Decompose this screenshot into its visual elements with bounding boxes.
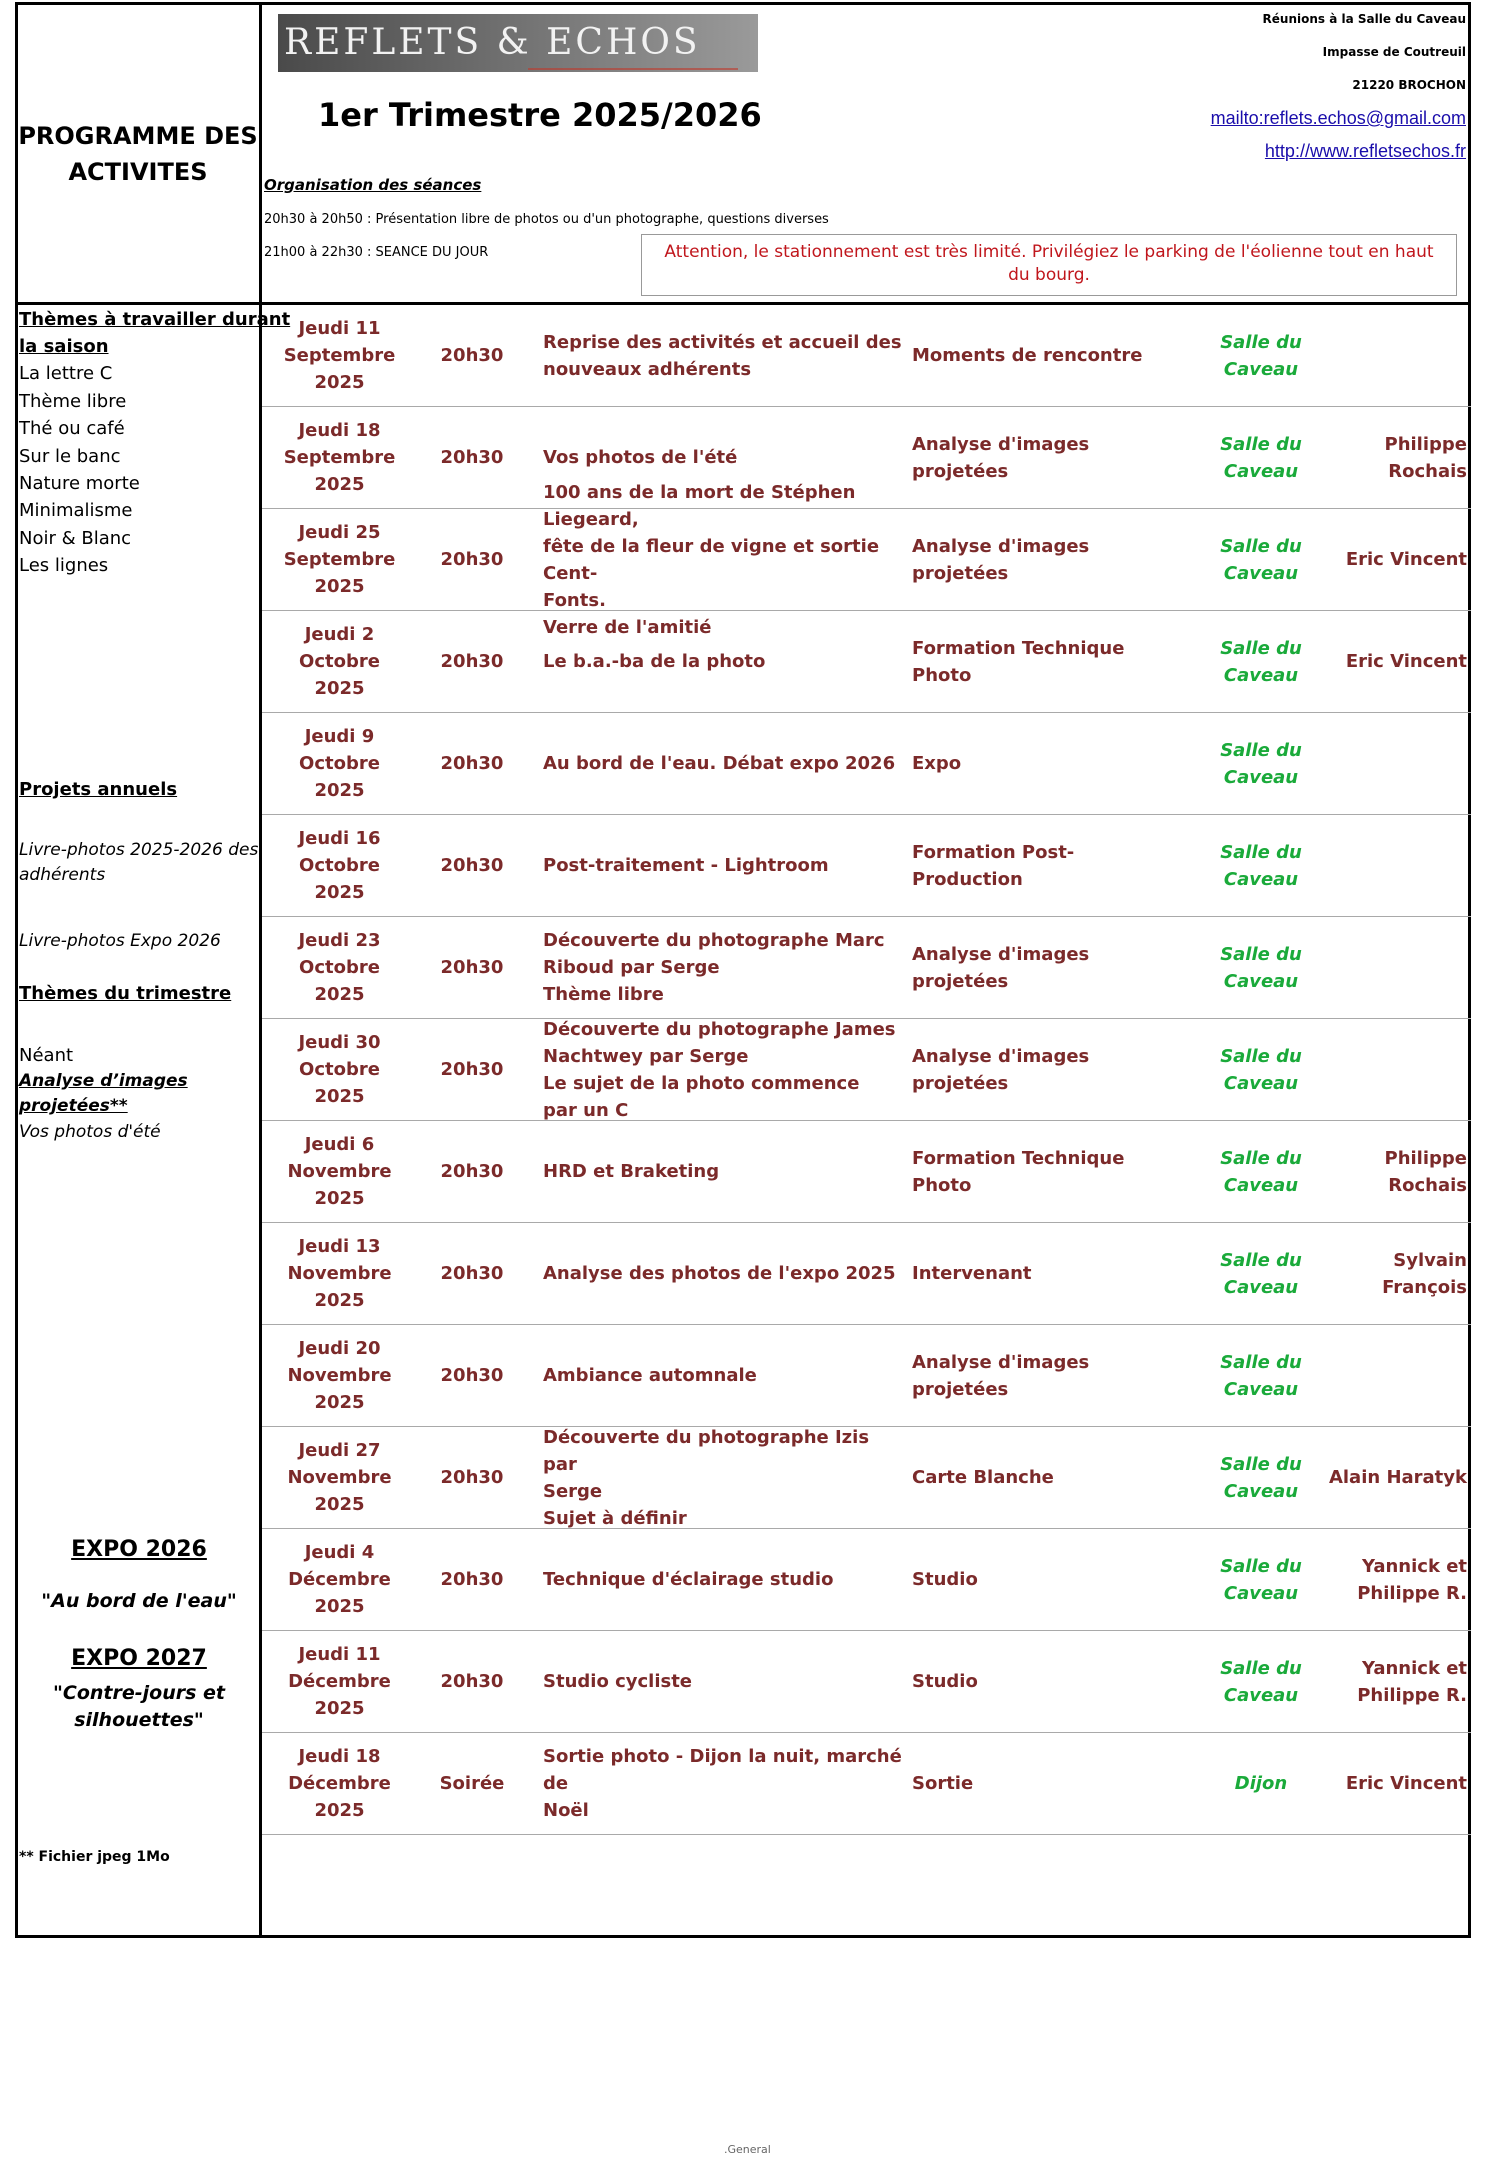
theme-item: Thème libre — [19, 391, 127, 412]
event-subject — [543, 1733, 903, 1834]
analyse-line-2: projetées** — [19, 1096, 128, 1116]
event-type — [912, 1529, 1182, 1630]
event-type-text: Analyse d'images projetées — [912, 535, 1090, 584]
address-line-2: Impasse de Coutreuil — [1322, 45, 1466, 59]
event-speaker-text: Philippe Rochais — [1384, 433, 1467, 482]
event-date — [262, 1121, 417, 1222]
email-link[interactable]: mailto:reflets.echos@gmail.com — [1210, 108, 1466, 128]
event-date-text: Jeudi 30 Octobre 2025 — [298, 1032, 381, 1107]
programme-title: PROGRAMME DES ACTIVITES — [18, 122, 258, 186]
event-speaker — [1312, 1631, 1467, 1732]
event-date — [262, 1529, 417, 1630]
event-time — [432, 611, 512, 712]
event-row — [262, 611, 1471, 713]
logo — [278, 14, 758, 72]
event-speaker-text: Sylvain François — [1382, 1249, 1467, 1298]
event-subject-text: Technique d'éclairage studio — [543, 1569, 834, 1590]
vos-photos: Vos photos d'été — [19, 1122, 161, 1142]
event-time-text: 20h30 — [440, 1161, 504, 1182]
event-row — [262, 1019, 1471, 1121]
event-speaker — [1312, 1223, 1467, 1324]
event-speaker — [1312, 815, 1467, 916]
event-time-text: 20h30 — [440, 1467, 504, 1488]
address-line-1: Réunions à la Salle du Caveau — [1262, 12, 1466, 26]
event-time-text: 20h30 — [440, 651, 504, 672]
event-speaker — [1312, 713, 1467, 814]
expo-2026-subtitle: "Au bord de l'eau" — [41, 1590, 237, 1612]
event-speaker-text: Eric Vincent — [1345, 549, 1467, 570]
event-subject-text: Studio cycliste — [543, 1671, 693, 1692]
event-subject-text: Post-traitement - Lightroom — [543, 855, 829, 876]
event-subject — [543, 1325, 903, 1426]
event-time — [432, 1223, 512, 1324]
event-subject — [543, 917, 903, 1018]
event-location-text: Dijon — [1234, 1773, 1288, 1794]
event-speaker-text: Eric Vincent — [1345, 1773, 1467, 1794]
event-time — [432, 713, 512, 814]
parking-notice — [641, 234, 1457, 296]
event-type — [912, 1631, 1182, 1732]
event-speaker — [1312, 1019, 1467, 1120]
event-date-text: Jeudi 18 Décembre 2025 — [288, 1746, 391, 1821]
event-date — [262, 917, 417, 1018]
event-time-text: 20h30 — [440, 345, 504, 366]
event-time-text: Soirée — [439, 1773, 505, 1794]
event-date — [262, 407, 417, 508]
event-speaker-text: Eric Vincent — [1345, 651, 1467, 672]
projet-2: Livre-photos Expo 2026 — [19, 931, 221, 951]
event-date-text: Jeudi 6 Novembre 2025 — [287, 1134, 392, 1209]
event-time — [432, 1019, 512, 1120]
event-type-text: Carte Blanche — [912, 1467, 1054, 1488]
event-date — [262, 1733, 417, 1834]
event-date-text: Jeudi 11 Septembre 2025 — [283, 318, 396, 393]
event-type — [912, 815, 1182, 916]
theme-item: Sur le banc — [19, 446, 121, 467]
event-subject — [543, 481, 903, 638]
event-row — [262, 1733, 1471, 1835]
event-time-text: 20h30 — [440, 1365, 504, 1386]
event-type — [912, 305, 1182, 406]
classification-text: General — [727, 2143, 771, 2156]
event-subject-text: Découverte du photographe James Nachtwey par Serge Le sujet de la photo commence par un C — [543, 1018, 896, 1121]
event-date-text: Jeudi 2 Octobre 2025 — [299, 624, 380, 699]
themes-title-line-1: Thèmes à travailler durant — [19, 309, 291, 330]
event-subject-text: Découverte du photographe Izis par Serge Sujet à définir — [543, 1426, 870, 1529]
event-type — [912, 1223, 1182, 1324]
event-date-text: Jeudi 25 Septembre 2025 — [283, 522, 396, 597]
neant-label: Néant — [19, 1045, 74, 1066]
event-location-text: Salle du Caveau — [1220, 739, 1302, 788]
event-subject-text: Ambiance automnale — [543, 1365, 757, 1386]
event-speaker-text: Alain Haratyk — [1328, 1467, 1467, 1488]
event-location-text: Salle du Caveau — [1220, 433, 1302, 482]
event-date-text: Jeudi 16 Octobre 2025 — [298, 828, 381, 903]
event-time — [432, 1121, 512, 1222]
event-location-text: Salle du Caveau — [1220, 637, 1302, 686]
event-subject — [543, 1223, 903, 1324]
event-time — [432, 1427, 512, 1528]
trimestre-themes-title: Thèmes du trimestre — [19, 983, 232, 1004]
expo-2027-subtitle-line-1: "Contre-jours et — [52, 1682, 225, 1704]
event-speaker-text: Yannick et Philippe R. — [1357, 1657, 1467, 1706]
event-speaker-text: Philippe Rochais — [1384, 1147, 1467, 1196]
theme-item: Minimalisme — [19, 500, 133, 521]
event-time-text: 20h30 — [440, 549, 504, 570]
event-time — [432, 917, 512, 1018]
theme-item: La lettre C — [19, 363, 113, 384]
themes-title-line-2: la saison — [19, 336, 109, 357]
event-date — [262, 509, 417, 610]
event-row — [262, 1325, 1471, 1427]
event-time — [432, 1529, 512, 1630]
event-subject — [543, 815, 903, 916]
event-subject-text: 100 ans de la mort de Stéphen Liegeard, fête de la fleur de vigne et sortie Cent- Fonts. Verre de l'amitié — [543, 481, 880, 638]
theme-item: Noir & Blanc — [19, 528, 132, 549]
event-location-text: Salle du Caveau — [1220, 1147, 1302, 1196]
event-speaker — [1312, 1427, 1467, 1528]
event-subject-text: HRD et Braketing — [543, 1161, 720, 1182]
event-type-text: Analyse d'images projetées — [912, 433, 1090, 482]
event-time — [432, 1631, 512, 1732]
logo-accent — [528, 68, 738, 70]
classification-label: .General — [724, 2143, 771, 2156]
parking-notice-text: Attention, le stationnement est très limité. Privilégiez le parking de l'éolienne tout en haut du bourg. — [664, 242, 1434, 285]
trimestre-title: 1er Trimestre 2025/2026 — [318, 96, 762, 134]
event-subject-text: Reprise des activités et accueil des nouveaux adhérents — [543, 331, 902, 380]
event-type — [912, 917, 1182, 1018]
event-subject — [543, 1019, 903, 1120]
schedule-line-1: 20h30 à 20h50 : Présentation libre de photos ou d'un photographe, questions diverses — [264, 212, 829, 227]
event-type — [912, 509, 1182, 610]
event-speaker — [1312, 611, 1467, 712]
event-row — [262, 305, 1471, 407]
event-type-text: Formation Technique Photo — [912, 1147, 1125, 1196]
event-subject — [543, 1631, 903, 1732]
event-time-text: 20h30 — [440, 1569, 504, 1590]
address-line-3: 21220 BROCHON — [1352, 78, 1466, 92]
event-time-text: 20h30 — [440, 1263, 504, 1284]
event-date-text: Jeudi 27 Novembre 2025 — [287, 1440, 392, 1515]
event-subject — [543, 1529, 903, 1630]
event-type-text: Analyse d'images projetées — [912, 1351, 1090, 1400]
event-row — [262, 1631, 1471, 1733]
event-subject-text: Découverte du photographe Marc Riboud par Serge Thème libre — [543, 930, 885, 1005]
event-type-text: Sortie — [912, 1773, 974, 1794]
event-type — [912, 1427, 1182, 1528]
event-row — [262, 815, 1471, 917]
theme-item: Thé ou café — [19, 418, 125, 439]
event-date — [262, 815, 417, 916]
projets-title: Projets annuels — [19, 779, 178, 800]
event-date-text: Jeudi 11 Décembre 2025 — [288, 1644, 391, 1719]
event-subject-text: Vos photos de l'été — [543, 447, 738, 468]
event-speaker — [1312, 1733, 1467, 1834]
event-location-text: Salle du Caveau — [1220, 841, 1302, 890]
event-location-text: Salle du Caveau — [1220, 1351, 1302, 1400]
event-subject — [543, 1427, 903, 1528]
event-subject — [543, 713, 903, 814]
event-type-text: Analyse d'images projetées — [912, 1045, 1090, 1094]
event-time — [432, 815, 512, 916]
event-date — [262, 1631, 417, 1732]
event-row — [262, 1427, 1471, 1529]
event-speaker — [1312, 305, 1467, 406]
event-time-text: 20h30 — [440, 855, 504, 876]
event-time-text: 20h30 — [440, 957, 504, 978]
event-speaker — [1312, 1529, 1467, 1630]
projet-1-line-1: Livre-photos 2025-2026 des — [19, 840, 259, 860]
event-location-text: Salle du Caveau — [1220, 1249, 1302, 1298]
event-type — [912, 713, 1182, 814]
event-location-text: Salle du Caveau — [1220, 943, 1302, 992]
event-row — [262, 1529, 1471, 1631]
event-date — [262, 1223, 417, 1324]
event-date-text: Jeudi 23 Octobre 2025 — [298, 930, 381, 1005]
event-location-text: Salle du Caveau — [1220, 1657, 1302, 1706]
event-date — [262, 713, 417, 814]
event-subject-text: Analyse des photos de l'expo 2025 — [543, 1263, 896, 1284]
event-row — [262, 481, 1471, 638]
event-type-text: Intervenant — [912, 1263, 1032, 1284]
event-type-text: Expo — [912, 753, 962, 774]
schedule-line-2: 21h00 à 22h30 : SEANCE DU JOUR — [264, 245, 489, 260]
event-subject-text: Sortie photo - Dijon la nuit, marché de Noël — [543, 1746, 902, 1821]
event-row — [262, 917, 1471, 1019]
event-type-text: Moments de rencontre — [912, 345, 1143, 366]
event-speaker — [1312, 917, 1467, 1018]
event-type-text: Formation Post-Production — [912, 841, 1075, 890]
event-time-text: 20h30 — [440, 1059, 504, 1080]
event-location-text: Salle du Caveau — [1220, 1555, 1302, 1604]
event-speaker — [1312, 509, 1467, 610]
event-date — [262, 1325, 417, 1426]
event-type — [912, 611, 1182, 712]
event-date-text: Jeudi 4 Décembre 2025 — [288, 1542, 391, 1617]
event-row — [262, 1121, 1471, 1223]
event-subject-text: Le b.a.-ba de la photo — [543, 651, 766, 672]
event-type — [912, 407, 1182, 508]
event-type-text: Analyse d'images projetées — [912, 943, 1090, 992]
event-speaker — [1312, 1325, 1467, 1426]
event-speaker-text: Yannick et Philippe R. — [1357, 1555, 1467, 1604]
logo-text: REFLETS & ECHOS — [284, 22, 701, 63]
footnote: ** Fichier jpeg 1Mo — [19, 1849, 170, 1865]
expo-2027-subtitle-line-2: silhouettes" — [74, 1709, 204, 1731]
event-type — [912, 1733, 1182, 1834]
event-date — [262, 305, 417, 406]
event-time — [432, 509, 512, 610]
event-date — [262, 611, 417, 712]
event-row — [262, 713, 1471, 815]
event-type — [912, 1325, 1182, 1426]
event-time — [432, 1325, 512, 1426]
event-date-text: Jeudi 18 Septembre 2025 — [283, 420, 396, 495]
event-location-text: Salle du Caveau — [1220, 1045, 1302, 1094]
website-link[interactable]: http://www.refletsechos.fr — [1264, 141, 1466, 161]
theme-item: Nature morte — [19, 473, 140, 494]
theme-item: Les lignes — [19, 555, 109, 576]
expo-2026-title: EXPO 2026 — [71, 1537, 207, 1562]
event-speaker — [1312, 1121, 1467, 1222]
analyse-line-1: Analyse d’images — [19, 1071, 188, 1091]
event-row — [262, 1223, 1471, 1325]
event-date-text: Jeudi 13 Novembre 2025 — [287, 1236, 392, 1311]
event-date-text: Jeudi 9 Octobre 2025 — [299, 726, 380, 801]
event-subject-text: Au bord de l'eau. Débat expo 2026 — [543, 753, 896, 774]
event-type-text: Studio — [912, 1569, 978, 1590]
event-subject — [543, 305, 903, 406]
event-date — [262, 1019, 417, 1120]
event-time — [432, 407, 512, 508]
event-location-text: Salle du Caveau — [1220, 331, 1302, 380]
event-time — [432, 305, 512, 406]
event-date-text: Jeudi 20 Novembre 2025 — [287, 1338, 392, 1413]
event-time — [432, 1733, 512, 1834]
event-subject — [543, 611, 903, 712]
event-speaker — [1312, 407, 1467, 508]
event-type-text: Formation Technique Photo — [912, 637, 1125, 686]
event-type — [912, 1019, 1182, 1120]
event-type-text: Studio — [912, 1671, 978, 1692]
event-time-text: 20h30 — [440, 753, 504, 774]
projet-1-line-2: adhérents — [19, 865, 106, 885]
event-subject — [543, 1121, 903, 1222]
organisation-title: Organisation des séances — [264, 176, 482, 194]
event-time-text: 20h30 — [440, 1671, 504, 1692]
event-time-text: 20h30 — [440, 447, 504, 468]
expo-2027-title: EXPO 2027 — [71, 1646, 207, 1671]
event-location-text: Salle du Caveau — [1220, 1453, 1302, 1502]
event-type — [912, 1121, 1182, 1222]
event-location-text: Salle du Caveau — [1220, 535, 1302, 584]
event-date — [262, 1427, 417, 1528]
